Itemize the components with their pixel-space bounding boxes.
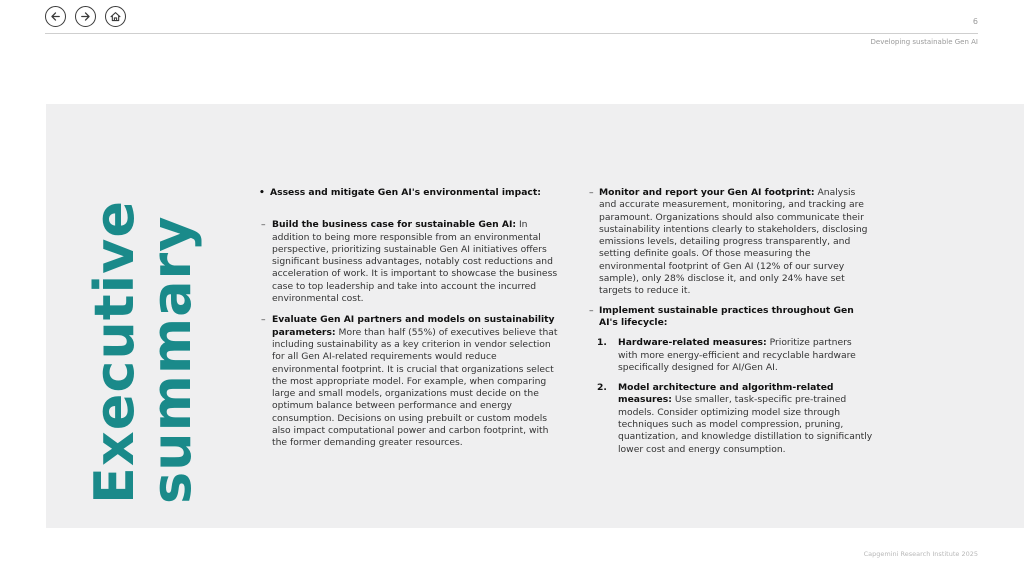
item-text: More than half (55%) of executives believe that including sustainability as a key criterion in vendor selection for all Gen AI-related requirements would reduce environmental footprint. It is crucial that organizations select the most appropriate model. For example, when comparing large and small models, organizations must decide on the optimum balance between performance and energy consumption. Decisions on using prebuilt or custom models also impact computational power and carbon footprint, with the former demanding greater resources.	[272, 326, 558, 449]
forward-button[interactable]	[75, 6, 96, 27]
dash-marker: –	[261, 219, 266, 231]
column-right	[589, 187, 874, 456]
arrow-left-icon	[49, 10, 62, 23]
footer-credit: Capgemini Research Institute 2025	[863, 550, 978, 558]
item-lead: Implement sustainable practices throughout Gen AI's lifecycle:	[599, 304, 854, 328]
item-number: 2.	[597, 382, 607, 394]
header-divider	[45, 33, 978, 34]
item-lead: Model architecture and algorithm-related measures:	[618, 382, 834, 406]
dash-marker: –	[589, 187, 594, 198]
numbered-item	[589, 337, 874, 374]
item-text: In addition to being more responsible from an environmental perspective, prioritizing sustainable Gen AI initiatives offers significant business advantages, notably cost reductions and acceleration of work. It is important to showcase the business case to top leadership and take into account the incurred environmental cost.	[272, 219, 558, 305]
list-item	[259, 314, 559, 449]
running-title: Developing sustainable Gen AI	[870, 38, 978, 46]
column-left	[259, 187, 559, 450]
main-bullet-text: Assess and mitigate Gen AI's environmental impact:	[270, 187, 541, 198]
item-lead: Monitor and report your Gen AI footprint:	[599, 187, 815, 198]
home-button[interactable]	[105, 6, 126, 27]
page-number: 6	[972, 17, 978, 26]
home-icon	[109, 10, 122, 23]
section-title	[83, 200, 203, 504]
list-item	[589, 187, 874, 298]
item-text: Prioritize partners with more energy-efficient and recyclable hardware specifically designed for AI/Gen AI.	[618, 337, 856, 373]
item-text: Use smaller, task-specific pre-trained models. Consider optimizing model size through techniques such as model compression, pruning, quantization, and knowledge distillation to significantly lower cost and energy consumption.	[618, 394, 873, 455]
section-title-line2: summary	[140, 215, 203, 504]
bullet-dot: •	[259, 187, 265, 198]
arrow-right-icon	[79, 10, 92, 23]
main-bullet	[259, 187, 559, 199]
back-button[interactable]	[45, 6, 66, 27]
numbered-item	[589, 382, 874, 456]
list-item	[589, 305, 874, 330]
item-number: 1.	[597, 337, 607, 349]
dash-marker: –	[589, 304, 594, 316]
section-title-line1: Executive	[83, 200, 146, 504]
nav-controls	[45, 6, 126, 27]
dash-marker: –	[261, 314, 266, 326]
item-lead: Hardware-related measures:	[618, 337, 767, 349]
item-lead: Evaluate Gen AI partners and models on sustainability parameters:	[272, 314, 555, 338]
item-lead: Build the business case for sustainable Gen AI:	[272, 219, 517, 231]
item-text: Analysis and accurate measurement, monitoring, and tracking are paramount. Organizations should also communicate their sustainability intentions clearly to stakeholders, disclosing emissions levels, detailing progress transparently, and setting definite goals. Of those measuring the environmental footprint of Gen AI (12% of our survey sample), only 28% disclose it, and only 24% have set targets to reduce it.	[599, 187, 868, 297]
list-item	[259, 219, 559, 305]
